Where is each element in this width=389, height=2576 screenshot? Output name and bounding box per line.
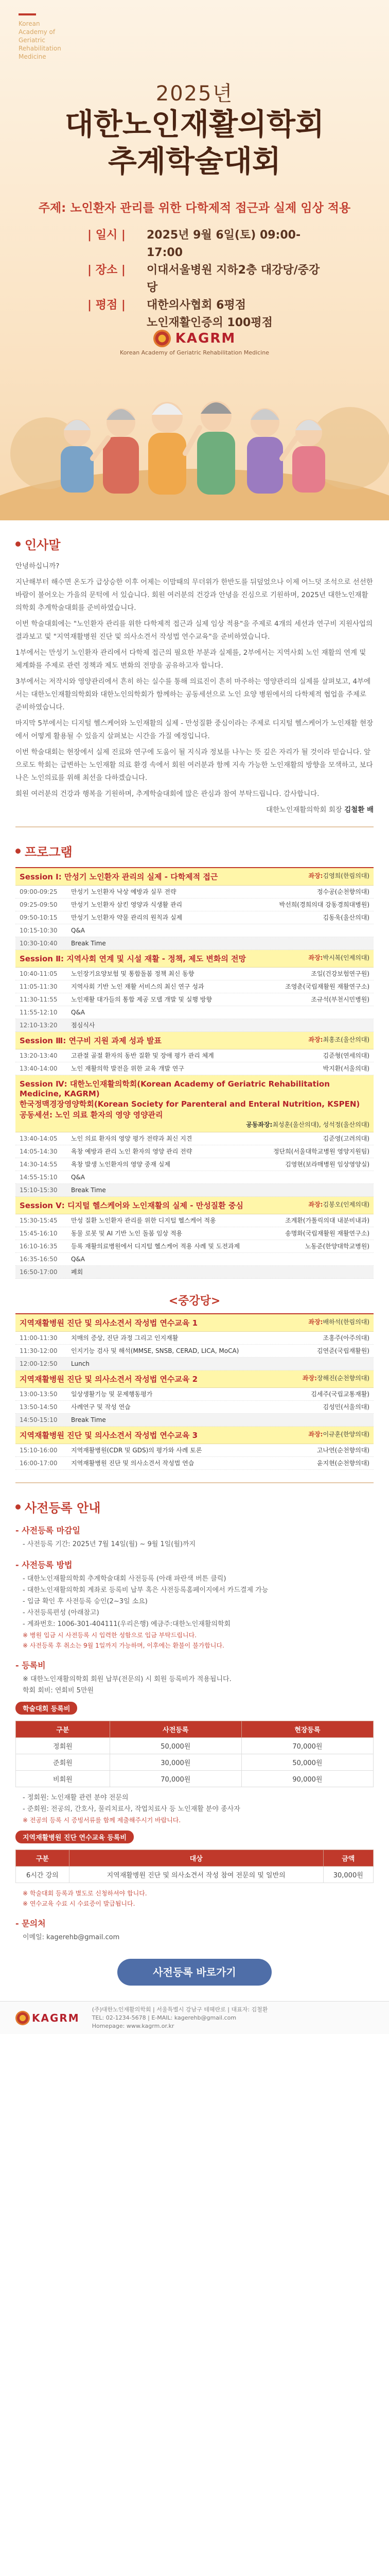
kagrm-wordmark: KAGRM [175,331,236,346]
fee-col-header: 사전등록 [110,1721,241,1738]
info-venue [87,262,324,297]
session-chair [309,1035,370,1044]
program-title: Lunch [71,1360,90,1367]
credit-value-2: 노인재활인증의 100평점 [147,316,273,329]
program-title: Q&A [71,927,85,934]
logo-line: Academy of [19,28,56,36]
cert-note: ※ 연수교육 수료 시 수료증이 발급됩니다. [23,1900,135,1907]
program-row [15,937,374,950]
program-row [15,1332,374,1345]
table-row [16,1754,374,1771]
hero-banner [0,0,389,520]
cert-cell: 6시간 강의 [16,1867,69,1883]
program-row [15,1444,374,1457]
chair-label: 좌장: [308,1201,323,1208]
program-title: 점심식사 [71,1022,95,1029]
program-title: 지역사회 기반 노인 재활 서비스의 최신 연구 성과 [71,983,204,990]
method-item: - 사전등록편성 (아래참고) [23,1609,99,1617]
fee-notes [15,1792,374,1825]
program-row [15,993,374,1006]
program-row [15,980,374,993]
program-row [15,1253,374,1266]
footer-line: TEL: 02-1234-5678 | E-MAIL: kagerehb@gmail.com [92,2014,237,2021]
greeting-heading [15,535,374,553]
fee-note: - 정회원: 노인재활 관련 분야 전문의 [23,1794,129,1802]
program-time: 11:00-11:30 [20,1334,58,1342]
chair-name: 최성훈(울산의대), 성석정(울산의대) [272,1121,369,1128]
program-row [15,1240,374,1253]
session-header [15,950,374,968]
program-title: 노인재활 대가들의 통합 제공 모델 개발 및 실행 방향 [71,996,212,1003]
program-title: 만성기 노인환자 삼킨 영양과 식생활 관리 [71,901,183,908]
program-speaker [272,1020,369,1030]
program-speaker: 조영춘(국립재활원 재활연구소) [285,983,369,990]
program-row [15,1132,374,1145]
program-title: 지역재활병원 진단 및 의사소견서 작성법 연습 [71,1460,194,1467]
chair-name: 김영희(한림의대) [323,872,369,879]
program-title: 고관절 골절 환자의 동반 질환 및 장애 평가 관리 체계 [71,1052,214,1059]
logo-line: Rehabilitation [19,45,61,52]
method-item: - 대한노인재활의학회 계좌로 등록비 납부 혹은 사전등록홈페이지에서 카드결제 가능 [23,1586,269,1594]
fee-col-header: 현장등록 [241,1721,373,1738]
program-title: Break Time [71,940,106,947]
program-title: 노인 의료 환자의 영양 평가 전략과 최신 지견 [71,1135,192,1142]
program-row [15,1457,374,1470]
section-divider [15,826,374,827]
program-title: 만성기 노인환자 약물 관리의 원칙과 실제 [71,914,183,921]
venue-label: | 장소 | [87,264,126,277]
period-item: - 사전등록 기간: 2025년 7월 14일(월) ~ 9월 1일(월)까지 [23,1540,196,1548]
table-row [16,1771,374,1787]
program-title: 치매의 증상, 진단 과정 그리고 인지재활 [71,1334,179,1342]
program-speaker [272,1185,369,1195]
program-title: 동물 로봇 및 AI 기반 노인 돌봄 임상 적용 [71,1230,183,1237]
program-row [15,1266,374,1279]
bullet-dot-icon [15,541,21,547]
fee-note: - 준회원: 전공의, 간호사, 물리치료사, 작업치료사 등 노인재활 분야 종사자 [23,1805,240,1813]
kagrm-emblem-icon [153,330,171,347]
program-row [15,1345,374,1358]
pre-register-button[interactable]: 사전등록 바로가기 [117,1959,272,1986]
kagrm-logo [0,330,389,356]
session-name: Session Ⅲ: 연구비 지원 과제 성과 발표 [20,1036,162,1045]
program-time: 11:55-12:10 [20,1009,58,1016]
program-title: 인지기능 검사 및 해석(MMSE, SNSB, CERAD, LICA, MoCA) [71,1347,239,1354]
chair-label: 좌장: [302,1375,317,1382]
session-name: 지역재활병원 진단 및 의사소견서 작성법 연수교육 2 [20,1375,198,1384]
program-time: 10:40-11:05 [20,970,58,977]
program-time: 15:30-15:45 [20,1217,58,1224]
greeting-paragraph: 안녕하십니까? [15,562,60,570]
table-row [16,1738,374,1754]
program-row [15,1214,374,1227]
greeting-paragraph: 이번 학술대회는 현장에서 실제 진료와 연구에 도움이 될 지식과 정보를 나누는 뜻 깊은 자리가 될 것이라 믿습니다. 앞으로도 학회는 급변하는 노인재활 의료 환경 속에서 회원 여러분과 함께 지속 가능한 노인재활의 방향을 모색하고, 보다 나은 노인의료를 위해 최선을 다하겠습니다. [15,748,373,782]
program-title: 노인장기요양보험 및 통합돌봄 정책 최신 동향 [71,970,194,977]
contact-list [15,1932,374,1943]
program-time: 11:30-11:55 [20,996,58,1003]
program-row [15,911,374,924]
session-chair [246,1120,369,1129]
program-time: 13:50-14:50 [20,1403,58,1411]
program-speaker: 조일(건강보험연구원) [311,970,369,977]
venue-value: 이대서울병원 지하2층 대강당/중강당 [147,264,320,294]
fee-cell: 70,000원 [241,1738,373,1754]
program-time: 11:30-12:00 [20,1347,58,1354]
program-time: 13:00-13:50 [20,1391,58,1398]
program-title: 만성기 노인환자 낙상 예방과 실무 전략 [71,888,176,895]
program-speaker: 노동준(한양대학교병원) [305,1243,369,1250]
method-note: ※ 사전등록 후 취소는 9월 1일까지 가능하며, 이후에는 환불이 불가합니다. [23,1642,224,1649]
chair-name: 배하석(한림의대) [323,1318,369,1326]
program-speaker: 정단희(서울대학교병원 영양지원팀) [273,1148,369,1155]
fee-cell: 30,000원 [110,1754,241,1771]
greeting-paragraph: 지난해부터 해수면 온도가 급상승한 이후 어제는 이맘때의 무더위가 한반도를 뒤덮었으나 이제 어느덧 조석으로 선선한 바람이 불어오는 가을의 문턱에 서 있습니다. 회원 여러분의 건강과 안녕을 진심으로 기원하며, 2025년 대한노인재활의학회 추계학술대회를 준비하였습니다. [15,578,373,612]
program-table-main [15,867,374,1279]
greeting-section [0,535,389,814]
chair-label: 공동좌장: [246,1121,273,1128]
program-row [15,1006,374,1019]
cert-cell: 30,000원 [323,1867,373,1883]
session-header [15,1370,374,1388]
session-header [15,868,374,886]
cert-col-header: 금액 [323,1850,373,1867]
program-time: 10:30-10:40 [20,940,58,947]
program-title: Q&A [71,1174,85,1181]
chair-label: 좌장: [308,872,323,879]
date-label: | 일시 | [87,229,126,242]
program-row [15,1145,374,1158]
program-row [15,1401,374,1414]
program-time: 14:05-14:30 [20,1148,58,1155]
program-speaker: 조규석(부천시민병원) [311,996,369,1003]
program-speaker [272,1007,369,1018]
program-time: 09:25-09:50 [20,901,58,908]
fee-cell: 70,000원 [110,1771,241,1787]
session-header [15,1314,374,1332]
method-item: - 입금 확인 후 사전등록 승인(2~3일 소요) [23,1598,148,1605]
program-time: 11:05-11:30 [20,983,58,990]
program-row [15,886,374,899]
signature-name: 김철환 배 [344,806,374,814]
program-time: 15:10-16:00 [20,1447,58,1454]
session-name: 공동세션: 노인 의료 환자의 영양 영양관리 [20,1110,163,1120]
event-title-line2: 추계학술대회 [108,144,281,179]
greeting-paragraph: 이번 학술대회에는 "노인환자 관리를 위한 다학제적 접근과 실제 임상 적용"을 주제로 4개의 세션과 연구비 지원사업의 결과보고 및 "지역재활병원 진단 및 의사소견서 작성법 연수교육"을 준비하였습니다. [15,620,373,641]
session-name: 지역재활병원 진단 및 의사소견서 작성법 연수교육 3 [20,1431,198,1440]
session-chair [309,953,370,962]
program-time: 16:50-17:00 [20,1268,58,1276]
program-speaker [272,1415,369,1425]
signature-prefix: 대한노인재활의학회 회장 [266,806,342,814]
logo-bar [19,13,36,15]
program-time: 09:00-09:25 [20,888,58,895]
program-title: Break Time [71,1187,106,1194]
fee-table-header [16,1721,374,1738]
program-title: Q&A [71,1256,85,1263]
program-row [15,1358,374,1370]
program-time: 13:20-13:40 [20,1052,58,1059]
program-speaker: 윤지현(순천향의대) [316,1460,369,1467]
program-section [0,842,389,1470]
cert-notes [15,1888,374,1909]
bullet-dot-icon [15,849,21,854]
footer [0,2001,389,2034]
program-title: 욕창 예방과 관리 노인 환자의 영양 관리 전략 [71,1148,192,1155]
event-year: 2025년 [155,82,234,106]
program-speaker: 조계환(가톨릭의대 내분비내과) [285,1217,369,1224]
period-list [15,1539,374,1550]
session-name: Session Ⅴ: 디지털 헬스케어와 노인재활의 실제 - 만성질환 중심 [20,1201,243,1210]
program-row [15,1158,374,1171]
program-speaker: 송명화(국립재활원 재활연구소) [285,1230,369,1237]
program-speaker [272,938,369,948]
session-name: Session Ⅱ: 지역사회 연계 및 시설 재활 - 정책, 제도 변화의 전망 [20,954,246,963]
chair-name: 장해진(순천향의대) [316,1375,369,1382]
program-title: 일상생활기능 및 문제행동평가 [71,1391,153,1398]
chair-name: 김봉오(인제의대) [323,1201,369,1208]
program-title: 폐회 [71,1268,83,1276]
event-title-line1: 대한노인재활의학회 [64,107,325,142]
contact-email: 이메일: kagerehb@gmail.com [23,1934,120,1941]
program-time: 16:35-16:50 [20,1256,58,1263]
program-speaker: 김연준(국립재활원) [316,1347,369,1354]
program-row [15,1171,374,1184]
fee-col-header: 구분 [16,1721,110,1738]
fee-cell: 비회원 [16,1771,110,1787]
cert-col-header: 대상 [69,1850,323,1867]
program-speaker [272,1172,369,1182]
chair-name: 최홍조(울산의대) [323,1036,369,1043]
cert-col-header: 구분 [16,1850,69,1867]
session-header [15,1075,374,1132]
society-logo [19,13,80,75]
footer-line: (주)대한노인재활의학회 | 서울특별시 강남구 테헤란로 | 대표자: 김철환 [92,2006,268,2013]
footer-wordmark: KAGRM [32,2011,80,2024]
program-row [15,1019,374,1032]
program-speaker: 김준형(연세의대) [323,1052,369,1059]
session-header [15,1197,374,1214]
program-time: 16:00-17:00 [20,1460,58,1467]
program-time: 16:10-16:35 [20,1243,58,1250]
program-speaker: 정수공(순천향의대) [316,888,369,895]
chair-label: 좌장: [308,1036,323,1043]
program-row [15,1184,374,1197]
program-heading [15,842,374,860]
kagrm-subtitle: Korean Academy of Geriatric Rehabilitation Medicine [120,349,269,356]
fee-info-item: ※ 대한노인재활의학회 회원 납부(전문의) 시 회원 등록비가 적용됩니다. [23,1675,232,1683]
session-chair [309,1430,370,1438]
greeting-paragraph: 3부에서는 저작시와 영양관리에서 흔히 하는 실수를 통해 의료진이 흔히 마주하는 영양관리의 실제를 살펴보고, 4부에서는 대한노인재활의학회와 대한노인의학회가 함께하는 공동세션으로 노인 요양 병원에서의 다학제적 협업을 주제로 준비하였습니다. [15,677,371,711]
info-date [87,227,324,262]
program-row [15,899,374,911]
fee-heading: - 등록비 [15,1660,46,1670]
program-speaker: 박선희(경희의대 강동경희대병원) [279,901,369,908]
program-speaker: 김영현(보라매병원 임상영양실) [285,1161,369,1168]
fee-cell: 50,000원 [110,1738,241,1754]
credit-label: | 평점 | [87,299,126,312]
program-speaker [272,925,369,936]
program-time: 13:40-14:00 [20,1065,58,1072]
registration-title: 사전등록 안내 [25,1501,101,1515]
chair-label: 좌장: [308,1318,323,1326]
program-title: 프로그램 [25,845,73,859]
cert-fee-table [15,1850,374,1883]
session-name: 지역재활병원 진단 및 의사소견서 작성법 연수교육 1 [20,1318,198,1328]
program-speaker: 김성민(서울의대) [323,1403,369,1411]
session-chair [309,1200,370,1209]
greeting-title: 인사말 [25,538,61,552]
fee-cell: 준회원 [16,1754,110,1771]
program-speaker: 고나연(순천향의대) [316,1447,369,1454]
program-title: 사례연구 및 작성 연습 [71,1403,131,1411]
program-speaker [272,1254,369,1264]
method-heading: - 사전등록 방법 [15,1560,73,1570]
program-table-middle [15,1313,374,1470]
contact-heading: - 문의처 [15,1919,46,1928]
program-time: 14:50-15:10 [20,1416,58,1423]
section-divider [15,1482,374,1483]
event-info [87,227,324,332]
session-chair [309,871,370,880]
registration-heading [15,1498,374,1516]
registration-section [0,1498,389,1986]
logo-text [19,20,80,61]
session-chair [303,1374,369,1382]
method-note: ※ 병원 입금 시 사전등록 시 입력한 성함으로 입금 부탁드립니다. [23,1632,197,1639]
program-row [15,924,374,937]
greeting-paragraph: 회원 여러분의 건강과 행복을 기원하며, 추계학술대회에 많은 관심과 참여 부탁드립니다. 감사합니다. [15,790,320,798]
program-speaker [272,1267,369,1277]
elderly-group-illustration [0,361,389,520]
footer-info [92,2006,268,2030]
method-item: - 계좌번호: 1006-301-404111(우리은행) 예금주:대한노인재활의학회 [23,1620,231,1628]
program-time: 15:45-16:10 [20,1230,58,1237]
program-row [15,1414,374,1427]
middle-hall-title: <중강당> [168,1295,221,1308]
program-speaker [272,1359,369,1369]
program-title: Q&A [71,1009,85,1016]
date-value: 2025년 9월 6일(토) 09:00-17:00 [147,229,301,259]
footer-line: Homepage: www.kagrm.or.kr [92,2022,174,2029]
logo-line: Medicine [19,53,46,60]
session-header [15,1032,374,1049]
bullet-dot-icon [15,1504,21,1510]
session-chair [309,1317,370,1326]
program-time: 14:55-15:10 [20,1174,58,1181]
program-time: 12:10-13:20 [20,1022,58,1029]
program-row [15,968,374,980]
chair-name: 박시복(인제의대) [323,954,369,961]
program-speaker: 박지환(서울의대) [323,1065,369,1072]
table-row [16,1867,374,1883]
fee-note: ※ 전공의 등록 시 증빙서류를 함께 제출해주시기 바랍니다. [23,1817,181,1824]
fee-cell: 정회원 [16,1738,110,1754]
program-speaker: 김동욱(울산의대) [323,914,369,921]
credit-value: 대한의사협회 6평점 [147,299,246,312]
footer-logo [15,2011,80,2025]
program-speaker: 김준영(고려의대) [323,1135,369,1142]
program-row [15,1388,374,1401]
program-row [15,1227,374,1240]
cert-table-label: 지역재활병원 진단 연수교육 등록비 [15,1831,134,1843]
program-title: Break Time [71,1416,106,1423]
method-item: - 대한노인재활의학회 추계학술대회 사전등록 (아래 파란색 버튼 클릭) [23,1575,226,1583]
program-time: 12:00-12:50 [20,1360,58,1367]
program-time: 13:40-14:05 [20,1135,58,1142]
session-name: Session Ⅳ: 대한노인재활의학회(Korean Academy of Geriatric Rehabilitation Medicine, KAGRM) [20,1079,330,1098]
program-speaker: 조홍주(아주의대) [323,1334,369,1342]
greeting-paragraph: 마지막 5부에서는 디지털 헬스케어와 노인재활의 실제 - 만성질환 중심이라는 주제로 디지털 헬스케어가 노인재활 현장에서 어떻게 활용될 수 있을지 살펴보는 시간을 가질 예정입니다. [15,719,374,740]
period-heading: - 사전등록 마감일 [15,1526,80,1535]
method-list [15,1573,374,1651]
logo-line: Geriatric [19,37,45,44]
logo-line: Korean [19,20,40,27]
event-theme: 주제: 노인환자 관리를 위한 다학제적 접근과 실제 임상 적용 [38,201,351,215]
fee-info-list [15,1674,374,1697]
kagrm-emblem-icon [15,2011,30,2025]
info-credit [87,297,324,314]
greeting-paragraph: 1부에서는 만성기 노인환자 관리에서 다학제 접근의 필요한 부분과 실제를, 2부에서는 지역사회 노인 재활의 연계 및 체계화를 주제로 관련 정책과 제도 변화의 전망을 공유하고자 합니다. [15,649,366,670]
cert-cell: 지역재활병원 진단 및 의사소견서 작성 참여 전문의 및 일반의 [69,1867,323,1883]
program-time: 10:15-10:30 [20,927,58,934]
fee-table [15,1721,374,1787]
program-title: 노인 재활의학 발전을 위한 교육 개발 연구 [71,1065,184,1072]
program-row [15,1062,374,1075]
program-time: 15:10-15:30 [20,1187,58,1194]
chair-label: 좌장: [308,954,323,961]
program-speaker: 김세주(국립교통재활) [311,1391,369,1398]
program-title: 지역재활병원(CDR 및 GDS)의 평가와 사례 토론 [71,1447,202,1454]
program-title: 욕창 발생 노인환자의 영양 중재 실제 [71,1161,170,1168]
fee-cell: 50,000원 [241,1754,373,1771]
program-time: 09:50-10:15 [20,914,58,921]
session-name: 한국정맥경장영양학회(Korean Society for Parenteral and Enteral Nutrition, KSPEN) [20,1099,360,1109]
program-title: 만성 질환 노인환자 관리를 위한 디지털 헬스케어 적용 [71,1217,216,1224]
event-title [0,106,389,180]
session-name: Session Ⅰ: 만성기 노인환자 관리의 실제 - 다학제적 접근 [20,872,218,882]
program-time: 14:30-14:55 [20,1161,58,1168]
program-title: 등록 재활의료병원에서 디지털 헬스케어 적용 사례 및 도전과제 [71,1243,240,1250]
chair-name: 이규훈(한양의대) [323,1431,369,1438]
fee-info-item: 학회 회비: 연회비 5만원 [23,1687,94,1694]
cert-note: ※ 학술대회 등록과 별도로 신청하셔야 합니다. [23,1890,147,1897]
signature [15,804,374,814]
program-row [15,1049,374,1062]
fee-cell: 90,000원 [241,1771,373,1787]
chair-label: 좌장: [308,1431,323,1438]
cert-table-header [16,1850,374,1867]
session-header [15,1427,374,1444]
fee-table-label: 학술대회 등록비 [15,1702,77,1715]
